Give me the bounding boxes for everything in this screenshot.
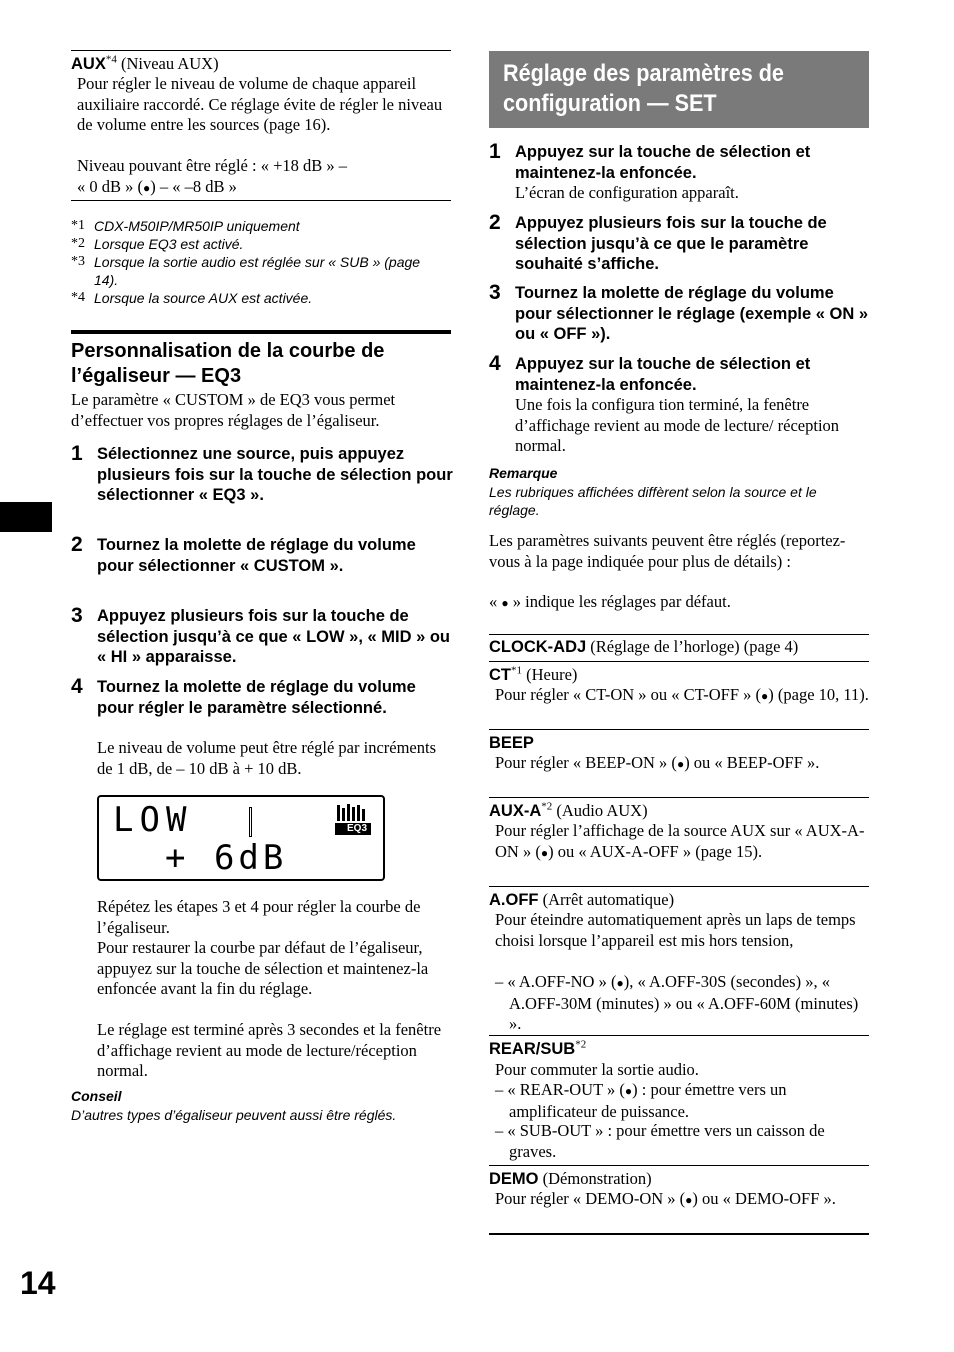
aux-range-line2: « 0 dB » (●) – « –8 dB » [77,176,237,196]
step-text: Appuyez plusieurs fois sur la touche de sélection jusqu’à ce que le paramètre souhaité s’affiche. [515,214,827,273]
setting-clock-adj: CLOCK-ADJ (Réglage de l’horloge) (page 4) [489,637,799,656]
setting-beep [489,733,869,754]
step-text: Appuyez sur la touche de sélection et maintenez-la enfoncée. [515,143,811,182]
eq-intro: Le paramètre « CUSTOM » de EQ3 vous permet d’effectuer vos propres réglages de l’égaliseur. [71,390,396,430]
setting-ct-desc: Pour régler « CT-ON » ou « CT-OFF » (●) (page 10, 11). [495,685,869,704]
aux-label: (Niveau AUX) [116,54,219,73]
aux-range [77,156,451,198]
aux-term: AUX [71,55,106,73]
tip-heading: Conseil [71,1088,122,1104]
default-bullet-icon: ● [676,757,685,771]
rule [489,1233,869,1235]
page-number: 14 [20,1265,56,1301]
step-text: Tournez la molette de réglage du volume pour sélectionner « CUSTOM ». [97,536,416,575]
rule [489,634,869,635]
setting-ct: CT$^{*1}$ (Heure) [489,664,578,684]
default-bullet-icon: ● [143,180,151,195]
step-number: 1 [71,442,83,465]
setting-aux-a-desc: Pour régler l’affichage de la source AUX sur « AUX-A-ON » (●) ou « AUX-A-OFF » (page 15). [495,821,865,861]
setting-term: AUX-A [489,802,542,820]
setting-rear-sub [489,1039,869,1060]
setting-term: BEEP [489,734,534,752]
step-number: 1 [489,140,501,163]
step-number: 3 [71,604,83,627]
setting-a-off-desc: Pour éteindre automatiquement après un laps de temps choisi lorsque l’appareil est mis hors tension, [495,910,856,950]
step-subtext: Le niveau de volume peut être réglé par incréments de 1 dB, de – 10 dB à + 10 dB. [97,738,437,778]
section-tab-marker [0,502,52,532]
default-bullet-icon: ● [540,845,549,860]
rule [489,729,869,730]
setting-term: CLOCK-ADJ [489,638,587,656]
step-number: 4 [489,352,501,375]
footnote-ref: *4 [105,53,117,66]
eq-after-para: Le réglage est terminé après 3 secondes et la fenêtre d’affichage revient au mode de lecture/réception normal. [97,1020,442,1080]
default-legend: « ● » indique les réglages par défaut. [489,592,731,611]
step-text: Appuyez plusieurs fois sur la touche de sélection jusqu’à ce que « LOW », « MID » ou « HI » apparaisse. [97,607,450,666]
step-number: 3 [489,281,501,304]
step-text: Sélectionnez une source, puis appuyez plusieurs fois sur la touche de sélection pour sélectionner « EQ3 ». [97,445,453,504]
step-number: 2 [71,533,83,556]
setting-term: CT [489,666,511,684]
rule [489,1035,869,1036]
rule [489,1165,869,1166]
default-bullet-icon: ● [685,1193,693,1207]
eq-after-para: Pour restaurer la courbe par défaut de l’égaliseur, appuyez sur la touche de sélection et maintenez-la enfoncée avant la fin du réglage. [97,938,429,998]
aux-range-line1: Niveau pouvant être réglé : « +18 dB » – [77,156,348,175]
section-rule [71,330,451,334]
rule [489,661,869,662]
rule [489,797,869,798]
rule [489,886,869,887]
default-bullet-icon: ● [501,596,509,610]
setting-term: DEMO [489,1170,539,1188]
settings-intro: Les paramètres suivants peuvent être réglés (reportez-vous à la page indiquée pour plus de détails) : [489,531,846,571]
setting-demo-desc: Pour régler « DEMO-ON » (●) ou « DEMO-OFF ». [495,1189,836,1208]
default-bullet-icon: ● [761,689,769,703]
lcd-display [97,795,385,881]
aux-heading [71,54,451,75]
setting-term: A.OFF [489,891,539,909]
setting-demo: DEMO (Démonstration) [489,1169,652,1188]
footnote-ref: *2 [541,800,553,813]
setting-rear-sub-desc: Pour commuter la sortie audio. [495,1060,699,1079]
step-text: Tournez la molette de réglage du volume pour régler le paramètre sélectionné. [97,678,416,717]
tip-text: D’autres types d’égaliseur peuvent aussi être réglés. [71,1107,397,1123]
step-subtext: L’écran de configuration apparaît. [515,183,739,202]
footnote-ref: *1 [511,664,522,677]
step-number: 4 [71,675,83,698]
setting-sub-out-option: – « SUB-OUT » : pour émettre vers un caisson de graves. [495,1121,825,1161]
eq-after-para: Répétez les étapes 3 et 4 pour régler la courbe de l’égaliseur. [97,897,421,937]
lcd-line1: LOW [113,800,193,840]
note-text: Les rubriques affichées diffèrent selon la source et le réglage. [489,484,817,518]
note-heading: Remarque [489,465,558,481]
eq-badge-icon [335,803,371,837]
setting-a-off: A.OFF (Arrêt automatique) [489,890,675,909]
setting-beep-desc: Pour régler « BEEP-ON » (●) ou « BEEP-OFF ». [495,753,820,772]
setting-a-off-options: – « A.OFF-NO » (●), « A.OFF-30S (secondes) », « A.OFF-30M (minutes) » ou « A.OFF-60M (minutes) ». [495,972,859,1033]
footnote-ref: *2 [575,1038,587,1051]
rule [71,200,451,201]
step-subtext: Une fois la configura tion terminé, la fenêtre d’affichage revient au mode de lecture/ réception normal. [515,395,840,455]
section-banner-title: Réglage des paramètres de configuration — SET [503,60,784,117]
step-number: 2 [489,211,501,234]
setting-term: REAR/SUB [489,1040,576,1058]
lcd-level-bar [249,807,252,837]
section-banner [489,51,869,128]
lcd-line2: + 6dB [165,838,288,878]
eq-badge-label: EQ3 [347,823,368,834]
eq-section-title: Personnalisation de la courbe de l’égaliseur — EQ3 [71,340,385,387]
rule [71,50,451,51]
default-bullet-icon: ● [616,976,624,990]
step-text: Tournez la molette de réglage du volume pour sélectionner le réglage (exemple « ON » ou « OFF »). [515,284,869,343]
default-bullet-icon: ● [624,1084,633,1098]
setting-aux-a: AUX-$A^{*2}$ (Audio AUX) [489,800,648,820]
step-text: Appuyez sur la touche de sélection et maintenez-la enfoncée. [515,355,811,394]
aux-description: Pour régler le niveau de volume de chaque appareil auxiliaire raccordé. Ce réglage évite de régler le niveau de volume entre les sources (page 16). [77,74,443,134]
setting-rear-out-option: – « REAR-OUT » (●) : pour émettre vers un amplificateur de puissance. [495,1080,787,1121]
